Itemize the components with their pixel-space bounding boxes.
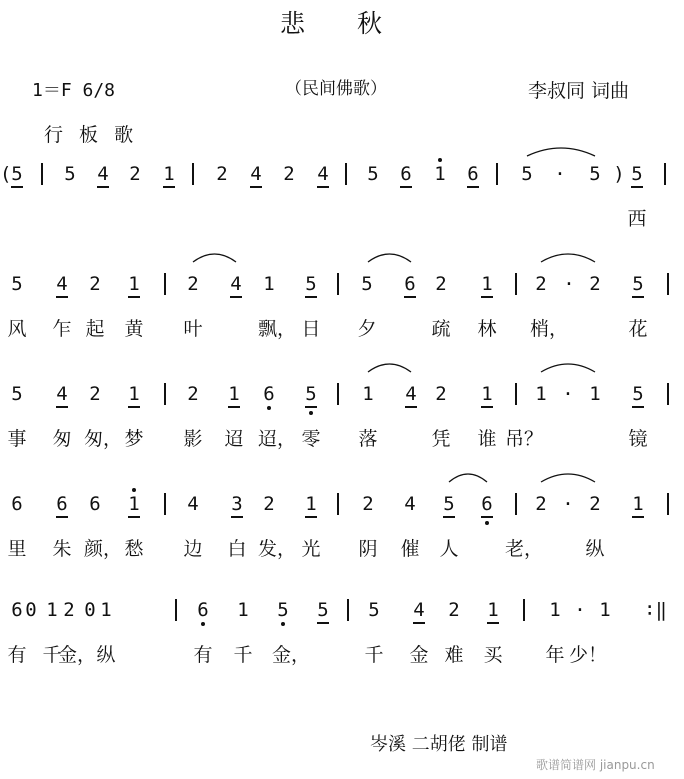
- note: 4: [248, 164, 264, 184]
- lyric: 催: [400, 538, 420, 560]
- note: 6: [195, 600, 211, 620]
- note: 5: [368, 599, 380, 621]
- note: 2: [535, 493, 547, 515]
- slur: [368, 364, 411, 372]
- lyric: 千: [364, 644, 384, 666]
- dot-extension: ·: [562, 493, 574, 515]
- note: 5: [630, 384, 646, 404]
- lyric: 镜: [628, 428, 648, 450]
- note: 2: [448, 599, 460, 621]
- note: 1: [126, 274, 142, 294]
- slur: [193, 254, 236, 262]
- note: 2: [535, 273, 547, 295]
- note: 6: [11, 493, 23, 515]
- watermark: 歌谱简谱网 jianpu.cn: [536, 758, 655, 772]
- lyric: 西: [627, 208, 647, 230]
- note: 2: [283, 163, 295, 185]
- lyric: 梦: [124, 428, 144, 450]
- lyric: 黄: [124, 318, 144, 340]
- lyric: 夕: [357, 318, 377, 340]
- note: 2: [63, 599, 75, 621]
- note: 2: [263, 493, 275, 515]
- lyric: 落: [358, 428, 378, 450]
- dot-extension: ·: [574, 599, 586, 621]
- note: 5: [303, 274, 319, 294]
- note: 6: [261, 384, 277, 404]
- lyric: 老，: [505, 538, 544, 560]
- note: 1: [100, 599, 112, 621]
- dot-extension: ·: [562, 383, 574, 405]
- lyric: 日: [301, 318, 321, 340]
- lyric: 影: [183, 428, 203, 450]
- note: 2: [435, 273, 447, 295]
- lyric: 买: [483, 644, 503, 666]
- note: 5: [9, 164, 25, 184]
- lyric: 阴: [358, 538, 378, 560]
- note: 4: [95, 164, 111, 184]
- note: 6: [402, 274, 418, 294]
- lyric: 叶: [183, 318, 203, 340]
- dot-extension: ·: [554, 163, 566, 185]
- lyric: 吊？: [505, 428, 544, 450]
- note: 0: [84, 599, 96, 621]
- author-credit: 李叔同 词曲: [528, 80, 630, 102]
- note: 6: [11, 599, 23, 621]
- song-title: 悲 秋: [280, 9, 404, 38]
- note: 1: [226, 384, 242, 404]
- note: 2: [129, 163, 141, 185]
- note: 4: [403, 384, 419, 404]
- lyric: 匆: [52, 428, 72, 450]
- repeat-end-sign: ∶‖: [644, 599, 667, 621]
- note: 5: [275, 600, 291, 620]
- note: 4: [404, 493, 416, 515]
- lyric: 有: [7, 644, 27, 666]
- slur: [368, 254, 411, 262]
- lyric: 朱: [52, 538, 72, 560]
- note: 6: [398, 164, 414, 184]
- note: 1: [161, 164, 177, 184]
- slur: [527, 148, 595, 156]
- note: 4: [315, 164, 331, 184]
- note: 4: [411, 600, 427, 620]
- note: 5: [361, 273, 373, 295]
- lyric: 谁: [477, 428, 497, 450]
- note: 1: [432, 164, 448, 184]
- note: 1: [479, 384, 495, 404]
- note: 4: [54, 384, 70, 404]
- lyric: 发，: [258, 538, 297, 560]
- note: 3: [229, 494, 245, 514]
- note: 2: [589, 493, 601, 515]
- note: 1: [479, 274, 495, 294]
- lyric: 迢: [224, 428, 244, 450]
- lyric: 事: [7, 428, 27, 450]
- lyric: 花: [628, 318, 648, 340]
- note: 5: [629, 164, 645, 184]
- note: 2: [187, 273, 199, 295]
- note: 6: [465, 164, 481, 184]
- note: 1: [362, 383, 374, 405]
- note: 1: [549, 599, 561, 621]
- lyric: 千: [42, 644, 62, 666]
- note: 2: [89, 273, 101, 295]
- lyric: 风: [7, 318, 27, 340]
- note: 5: [521, 163, 533, 185]
- note: 2: [362, 493, 374, 515]
- note: 5: [11, 383, 23, 405]
- lyric: 金，: [272, 644, 311, 666]
- close-paren: ): [613, 163, 625, 185]
- lyric: 林: [477, 318, 497, 340]
- lyric: 纵: [96, 644, 116, 666]
- lyric: 金: [409, 644, 429, 666]
- lyric: 匆，: [84, 428, 123, 450]
- slur: [449, 474, 487, 482]
- slur: [541, 254, 595, 262]
- lyric: 梢，: [530, 318, 569, 340]
- lyric: 零: [301, 428, 321, 450]
- note: 1: [263, 273, 275, 295]
- dot-extension: ·: [563, 273, 575, 295]
- slur: [541, 364, 595, 372]
- lyric: 凭: [431, 428, 451, 450]
- lyric: 白: [227, 538, 247, 560]
- note: 1: [46, 599, 58, 621]
- note: 2: [216, 163, 228, 185]
- note: 1: [303, 494, 319, 514]
- lyric: 少！: [569, 644, 608, 666]
- note: 2: [187, 383, 199, 405]
- note: 1: [237, 599, 249, 621]
- note: 5: [64, 163, 76, 185]
- note: 1: [126, 494, 142, 514]
- transcriber-credit: 岑溪 二胡佬 制谱: [370, 734, 508, 755]
- lyric: 纵: [585, 538, 605, 560]
- lyric: 难: [444, 644, 464, 666]
- note: 5: [315, 600, 331, 620]
- lyric: 里: [7, 538, 27, 560]
- lyric: 光: [301, 538, 321, 560]
- note: 6: [54, 494, 70, 514]
- lyric: 迢，: [258, 428, 297, 450]
- lyric: 飘，: [258, 318, 297, 340]
- note: 0: [25, 599, 37, 621]
- note: 2: [435, 383, 447, 405]
- note: 1: [599, 599, 611, 621]
- lyric: 疏: [431, 318, 451, 340]
- note: 4: [187, 493, 199, 515]
- lyric: 愁: [124, 538, 144, 560]
- note: 2: [589, 273, 601, 295]
- lyric: 起: [85, 318, 105, 340]
- lyric: 有: [193, 644, 213, 666]
- lyric: 边: [183, 538, 203, 560]
- lyric: 年: [545, 644, 565, 666]
- lyric: 千: [233, 644, 253, 666]
- note: 1: [589, 383, 601, 405]
- note: 2: [89, 383, 101, 405]
- open-paren: (: [0, 163, 12, 185]
- tempo-marking: 行 板 歌: [44, 124, 139, 146]
- note: 4: [228, 274, 244, 294]
- lyric: 颜，: [84, 538, 123, 560]
- lyric: 乍: [52, 318, 72, 340]
- note: 5: [11, 273, 23, 295]
- genre-label: （民间佛歌）: [285, 79, 387, 99]
- note: 4: [54, 274, 70, 294]
- note: 1: [535, 383, 547, 405]
- note: 6: [89, 493, 101, 515]
- lyric: 金，: [58, 644, 97, 666]
- note: 5: [367, 163, 379, 185]
- slur: [541, 474, 595, 482]
- note: 5: [441, 494, 457, 514]
- note: 5: [589, 163, 601, 185]
- note: 1: [126, 384, 142, 404]
- note: 1: [630, 494, 646, 514]
- key-signature: 1＝F 6/8: [32, 80, 116, 101]
- note: 5: [630, 274, 646, 294]
- note: 5: [303, 384, 319, 404]
- note: 1: [485, 600, 501, 620]
- note: 6: [479, 494, 495, 514]
- lyric: 人: [439, 538, 459, 560]
